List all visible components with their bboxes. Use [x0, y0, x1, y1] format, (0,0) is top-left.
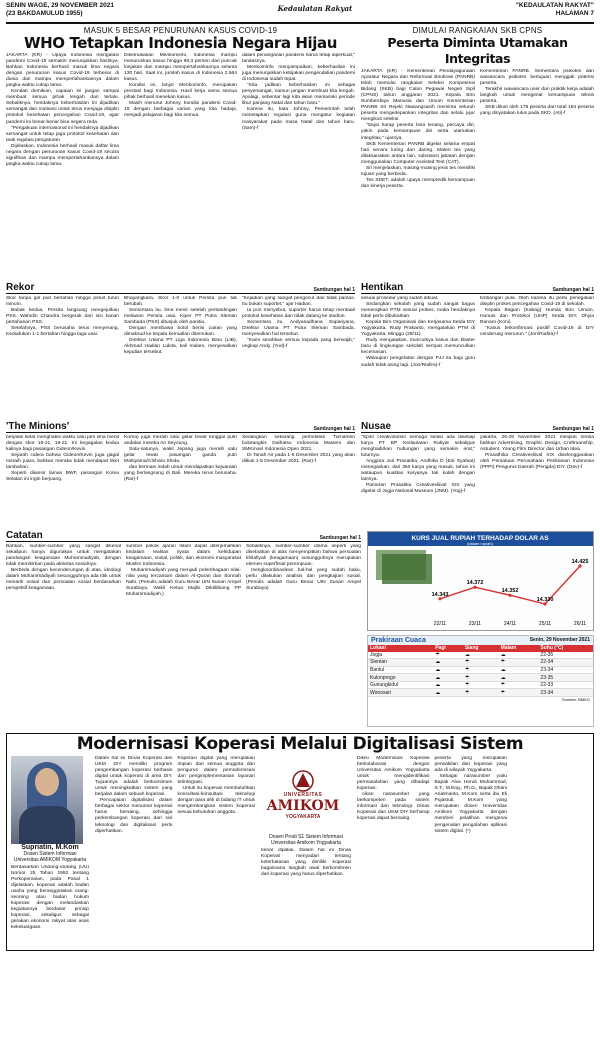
- paragraph: Kendati demikian, capaian ini jangan sampai membuat semua pihak lengah dan terlalu. Sebaliknya, hendaknya keberhasilan ini dijadikan semangat dan motivasi untuk terus menjaga disiplin protokol kesehatan pencegahan Covid-19, agar pandemi ini benar-benar bisa segera reda.: [6, 89, 119, 125]
- paragraph: Satu-satunya, wakil Jepang juga meraih satu gelar lewat pasangan ganda putri Mahiyama/Chiharu Shida.: [124, 446, 237, 464]
- paragraph: SKB dikuti oleh 178 peserta dari total 184 peserta yang dinyatakan lulus pada SKD. (Ati)-f: [480, 105, 594, 117]
- continuation-label: Sambungan hal 1: [313, 425, 355, 432]
- article-who-kicker: MASUK 5 BESAR PENURUNAN KASUS COVID-19: [83, 25, 278, 35]
- weather-forecast-header: [368, 636, 593, 645]
- paragraph: Pameran Prasatika Creativesliival XIX yang digelar di Jogja National Museum (JNM). (Yog)-f: [361, 483, 475, 495]
- rubric-title: Catatan: [6, 529, 43, 541]
- article-cpns: [361, 26, 594, 279]
- paragraph: "Saya harap peserta bisa tenang, percaya diri, yakin pada kemampuan diri serta utamakan integritas," ujarnya.: [361, 123, 475, 141]
- paragraph: Sementara itu, lima menit setelah pertandingan melawan Persita usai, Kiper PT Putra Sleman Sambada (PSS) ditunjuk oleh panitia.: [124, 307, 237, 325]
- paragraph: Babak kedua, Persita langsung mengejutkan PSS. Wahidin Chandra bergerak dari sisi kanan pertahanan PSS.: [6, 307, 119, 325]
- author-column: [11, 756, 89, 951]
- kurs-x-tick-label: 24/11: [503, 620, 517, 627]
- paragraph: cikan narasumber yang berkompeten pada sistem informasi dan teknologi. Dinas Koperasi dan UKM DIY berharap koperasi dapat bersaing.: [357, 792, 430, 822]
- paragraph: Dijelaskan, Indonesia berhasil masuk daftar lima negara dengan penurunan kasus Covid-19 secara signifikan dan mampu mempertahankannya dalam jangka waktu cukup lama.: [6, 143, 119, 168]
- weather-location: Sleman: [368, 659, 433, 667]
- weather-row: [368, 689, 593, 697]
- paragraph: Ia pun menyebut, suporter harus tetap mentaati protokol kesehatan dan tidak datang ke stadion.: [242, 307, 355, 319]
- rubric-title: 'The Minions': [6, 420, 70, 432]
- article-catatan-body: [6, 544, 361, 726]
- weather-location: Jogja: [368, 652, 433, 659]
- paragraph: "Spirit creativolution semoga selalu ada disetiap karya PT BP Kedaulatan Rakyat sekaligus menghadirkan hubungan yang semakin erat," tuturnya.: [361, 434, 475, 458]
- paragraph: SKB Kementerian PANRB digelar selama empat hari secara luring dan daring. Materi tes yang dilaksanakan antara lain, substansi jabatan dengan menggunakan Computer Assisted Test (CAT).: [361, 141, 475, 165]
- paragraph: Rudy mengatakan, munculnya kasus dan klaster baru di lingkungan sekolah sempat memunculkan kecemasan.: [361, 338, 475, 356]
- column: [361, 435, 475, 527]
- weather-condition-icon: ☁: [433, 681, 463, 689]
- amikom-logo-city: YOGYAKARTA: [285, 813, 321, 820]
- author-photo-shape: [19, 806, 75, 844]
- advertorial-columns-right: [357, 756, 507, 946]
- paragraph: Tes SDET, adalah upaya mempredik kemampuan dan kinerja peserta.: [361, 178, 475, 190]
- column: [480, 435, 594, 527]
- paragraph: yakarta, 26-28 November 2021 meliputi lomba bahkan Advertising, Graphic Design, Craftmanship, Astudent, Young Film Director dan Urban Idea.: [480, 434, 594, 452]
- amikom-logo-top: UNIVERSITAS: [283, 791, 323, 798]
- paragraph: Sebaliknya, sumber-sumber utama seperti yang disebutkan di atas menyempitkan bahwa persoalan khilafiyah (keagamaan) sesungguhnya merupakan elemen superfisial perempuan.: [246, 543, 361, 567]
- article-catatan-header: [6, 531, 361, 542]
- infobox-column: [367, 531, 594, 727]
- weather-temperature: 23-34: [538, 689, 593, 697]
- paragraph: Berbeda dengan kecenderungan di atas, ideologi dalam Muhammadiyah sesungguhnya ada titik untuk menarik sosial dan persoalan sosial berdasarkan perspektif keagamaan.: [6, 567, 121, 592]
- advertorial-body: [7, 754, 593, 953]
- weather-condition-icon: ☂: [499, 689, 539, 697]
- weather-temperature: 22-35: [538, 652, 593, 659]
- kurs-x-tick-label: 26/11: [573, 620, 587, 627]
- weather-condition-icon: ☁: [499, 652, 539, 659]
- banknote-picture: [382, 554, 432, 584]
- weather-condition-icon: ☂: [463, 674, 499, 682]
- weather-temperature: 22-33: [538, 681, 593, 689]
- article-nusae: [361, 422, 594, 527]
- paragraph: Kepala Biro Organisasi dan Kerjasama Setda DIY Yogyakarta, Rudy Prakanto, mengatakan PTM di Yogyakarta, Minggu (28/11).: [361, 319, 475, 338]
- advertorial-logo-column: [261, 756, 351, 951]
- article-hentikan-header: [361, 283, 594, 294]
- article-rekor: [6, 283, 355, 418]
- article-hentikan: [361, 283, 594, 418]
- author-name: Supriatin, M.Kom: [21, 843, 79, 851]
- paragraph: Anggota Juri Prasatika, Andhika D (Edi Syafaat) menegaskan, dari 350 karya yang masuk, tahun ini wataupun kualitas karyanya tak kalah dengan lainnya.: [361, 458, 475, 483]
- weather-condition-icon: ☂: [499, 659, 539, 667]
- continuation-label: Sambungan hal 1: [313, 286, 355, 293]
- amikom-logo: [261, 756, 345, 834]
- paragraph: "Pengakuan internasional ini hendaknya dijadikan semangat untuk tetap jaga protokol kesehatan dan taati regulasi pengaturan: [6, 125, 119, 143]
- weather-condition-icon: ☂: [463, 666, 499, 674]
- column: [246, 544, 361, 726]
- column: [361, 296, 475, 418]
- paragraph: Kementerian PANRB. Sementara psikotes dan wawancara psikotes bertujuan menggali potensi peserta.: [480, 68, 594, 86]
- weather-row: [368, 681, 593, 689]
- weather-condition-icon: ☂: [463, 659, 499, 667]
- paragraph: Kepala Bagian (Kabag) Humas Biro Umum, Humas dan Protokol (UHP) Setda DIY, Dhyia Ranaro (Koni).: [480, 307, 594, 325]
- paragraph: Berdasarkan Undang-undang (UU) Nomor 25 Tahun 1992 tentang Perkoperasian, pada Pasal 1 dijelaskan, koperasi adalah badan usaha yang beranggotakan orang-seorang atau badan hukum koperasi dengan melandaskan kegiatannya berdasar prinsip koperasi, sekaligus sebagai gerakan ekonomi rakyat atas asas kekeluargaan.: [11, 864, 89, 931]
- kurs-data-label: 14.425: [571, 558, 589, 565]
- paragraph: sumber pokok ajaran Islam dapat diterjemahkan kedalam realitas nyata dalam kehidupan keagamaan, sosial, politik, dan ekonomi masyarakat Muslim Indonesia.: [126, 543, 241, 567]
- article-minions-header: [6, 422, 355, 433]
- column: [6, 53, 119, 263]
- row-catatan: [6, 531, 594, 727]
- paragraph: Koperasi digital yang merupakan impian dari semua anggota dan pengurus dalam pemodernisasi dan pengimplementasian layanan terintegrasi.: [177, 755, 255, 785]
- column: [361, 69, 475, 279]
- weather-location: Bantul: [368, 666, 433, 674]
- kurs-series-line: [440, 566, 580, 604]
- paragraph: benar dipakai. Dalam hal ini Dinas Koperasi menyadari tentang keterbatasan yang dimiliki koperasi bagaimana langkah awal berkomitmen dari koperasi yang harus diperhatikan.: [261, 847, 351, 877]
- paragraph: Sejarah cidera bahwa Gideon/Kevin juga gagal meraih juara, bahkan meraka tidak mendapat tiket tambahan.: [6, 452, 119, 470]
- column: [95, 756, 173, 946]
- kurs-x-tick-label: 23/11: [468, 620, 482, 627]
- paragraph: "Kejadian yang sangat pengecut dan tidak pantas. Itu bukan suporter," ujar Hadian.: [242, 295, 355, 307]
- paragraph: Pencapaian digitalisasi dalam berbagai sektor menuntut koperasi harus bersaing, sehingga perkembangan koperasi dari sisi teknologi dan digitalisasi perlu diperhatikan.: [95, 798, 173, 834]
- column: [6, 544, 121, 726]
- article-who-title: WHO Tetapkan Indonesia Negara Hijau: [23, 33, 338, 52]
- masthead-hijri-line: (23 BAKDAMULUD 1955): [6, 10, 83, 17]
- article-cpns-header: [361, 26, 594, 67]
- weather-forecast: [367, 635, 594, 727]
- paragraph: Korea) juga meraih satu gelar lewat tunggal putri andalan mereka An Seyoung.: [124, 434, 237, 446]
- advertorial-column: [261, 848, 351, 940]
- article-nusae-header: [361, 422, 594, 433]
- paragraph: Sedangkan sekolah yang sudah sangat bagus menerapkan PTM sesuai prokes, maka hendaknya tidak perlu dibubarkan.: [361, 301, 475, 319]
- column: [480, 69, 594, 279]
- weather-table: [368, 645, 593, 698]
- advertorial-title: Modernisasi Koperasi Melalui Digitalisasi Sistem: [76, 733, 524, 754]
- column: [124, 53, 237, 263]
- amikom-logo-name: AMIKOM: [266, 797, 340, 814]
- weather-source: Sumber: BMKG: [561, 697, 590, 703]
- masthead-page-number: HALAMAN 7: [555, 10, 594, 17]
- paragraph: Prasathika Creativesliival XIX diselenggarakan oleh Persatuan Perusahaan Periklanan Indonesia (PPPI) Pengurus Daerah (Pengda) DIY. (Dev)-f: [480, 452, 594, 470]
- masthead: [6, 0, 594, 22]
- article-rekor-header: [6, 283, 355, 294]
- weather-location: Kulonprogo: [368, 674, 433, 682]
- weather-row: [368, 659, 593, 667]
- weather-table-header-row: [368, 645, 593, 652]
- weather-location: Wonosari: [368, 689, 433, 697]
- weather-col-night: Malam: [499, 645, 539, 652]
- paragraph: Kondisi ini, lanjut Menkominfo, merupakan prestasi bagi Indonesia. Hasil kerja sama semua pihak berhasil menekan kasus.: [124, 82, 237, 101]
- weather-condition-icon: ☂: [499, 681, 539, 689]
- column: [357, 756, 430, 946]
- paragraph: Sri menjelaskan, masing-masing jenis tes memiliki tujuan yang berbeda.: [361, 166, 475, 178]
- weather-condition-icon: ☁: [433, 689, 463, 697]
- weather-condition-icon: ☁: [499, 674, 539, 682]
- paragraph: Walaupun pengetatan dengan PJJ itu bagi guru sudah tidak asing lagi. (Jon/Riafira)-f: [361, 356, 475, 368]
- article-who-header: [6, 26, 355, 51]
- paragraph: Sedangkan sekarang perhelatan Turnamen bulutangkis Daihatsu Indonesia Masters dan SMKmoel Indonesia Open 2021.: [242, 434, 355, 452]
- paragraph: Dikisi Modernisasi Koperasi berkolaborasi dengan Universitas Amikom Yogyakarta untuk mengidentifikasi permasalahan yang dihadapi koperasi.: [357, 755, 430, 791]
- author-affiliation: Universitas AMIKOM Yogyakarta: [13, 856, 87, 863]
- article-minions-body: [6, 435, 355, 527]
- weather-col-temp: Suhu (°C): [538, 645, 593, 652]
- paragraph: Muhammadiyah yang menjadi pelembagaan nilai-nilai yang tercantum dalam Al-Quran dan Sunnah Nabi. (Penulis adalah Guru Besar UIN Sunan Ampel Surabaya, Wakil Ketua Majlis Diktilitbang PP Muhammadiyah.): [126, 567, 241, 598]
- kurs-chart: [367, 531, 594, 631]
- paragraph: JAKARTA (KR) - Upaya Indonesia mengatasi pandemi Covid-19 semakin menunjukkan hasilnya. Bahkan Indonesia berhasil masuk lima negara dengan penurunan kasus Covid-19 terbesar di dunia dan mampu memperlahankannya dalam jangka waktu cukup lama.: [6, 52, 119, 88]
- continuation-label: Sambungan hal 1: [319, 534, 361, 541]
- paragraph: "Kasus terkonfirmasi positif Covid-19 di DIY cenderung menurun." (Jon/Riafira)-f: [480, 325, 594, 338]
- article-rekor-body: [6, 296, 355, 418]
- paragraph: peserta yang merupakan perwakilan dari koperasi yang ada di wilayah Yogyakarta.: [434, 755, 507, 773]
- continuation-label: Sambungan hal 1: [552, 286, 594, 293]
- paragraph: Menkominfo menyampaikan, keberhasilan ini juga menunjukkan kebijakan pengendalian pandemi di Indonesia sudah tepat.: [242, 64, 355, 82]
- weather-condition-icon: ☁: [433, 666, 463, 674]
- paragraph: Direktur Utama PT Liga Indonesia Baru (LIB), Akhmad Hadian Lukita, kali malam, menyesalkan kejadian tersebut.: [124, 338, 237, 356]
- rubric-title: Rekor: [6, 281, 35, 293]
- paragraph: timbangan pula. Oleh karena itu perlu penegakan disiplin prokes pencegahan Covid-19 di sekolah.: [480, 295, 594, 307]
- paragraph: Untuk itu koperasi membutuhkan konsultasi-konsultasi teknologi dengan para ahli di bidang IT untuk mengembangkan sistem koperasi sesuai kebutuhan anggota.: [177, 785, 255, 816]
- paragraph: Sebagai narasumber yaitu Bapak Alva Hendi Muhammad, S.T., M.Eng., Ph.D., Bapak Dhani Ariatmanto, M.Kom serta ibu Eli Pujastuti, M.Kom yang merupakan dosen Universitas Amikom Yogyakarta dengan memberi pelatihan mengenai pengenalan pengolahan aplikasi sistem digital. (*): [434, 773, 507, 834]
- weather-condition-icon: ☁: [499, 666, 539, 674]
- paragraph: dalam penanganan pandemi harus tetap diperkuat," tandasnya.: [242, 52, 355, 64]
- paragraph: Terakhir wawancara user dan praktik kerja adalah langkah untuk mengenal kemampuan teknis peserta.: [480, 86, 594, 104]
- weather-temperature: 23-34: [538, 666, 593, 674]
- weather-condition-icon: ☁: [463, 652, 499, 659]
- paragraph: Bhayangkara. Skor 1-0 untuk Persita pun tak berubah.: [124, 295, 237, 307]
- kurs-data-label: 14.343: [431, 591, 449, 598]
- paragraph: JAKARTA (KR) - Kementerian Pendayagunaan Aparatur Negara dan Reformasi Birokrasi (PANRB) telah memulai rangkaian Seleksi Kompetensi Bidang (SKB) bagi Calon Pegawai Negeri Sipil (CPNS) tahun anggaran 2021. Kepala Biro Sumberdaya Manusia dan Umum Kementerian PANRB Sri Rejeki Nawangsasih meminta seluruh peserta mengedepankan integritas dan selalu jujur mengikuti seleksi.: [361, 68, 475, 123]
- paragraph: Seperti diiansir laman BWF, pasangan Korea Selatan ini ingin berjuang.: [6, 471, 119, 483]
- article-who-body: [6, 53, 355, 263]
- paragraph: Bahkan, sumber-sumber yang sangat dikenal sekalipun hanya digunakan untuk mengatakan pandangan keagamaan Muhammadiyah, dengan tidak memikirkan pada aktivitas sosialnya.: [6, 543, 121, 567]
- rubric-title: Hentikan: [361, 281, 404, 293]
- rubric-title: Nusae: [361, 420, 392, 432]
- paragraph: Di Tanah Air pada 1-5 Desember 2021 yang akan diikuti 1-5 Desember 2021. (Rar)-f: [242, 452, 355, 464]
- article-hentikan-body: [361, 296, 594, 418]
- weather-row: [368, 652, 593, 659]
- continuation-label: Sambungan hal 1: [552, 425, 594, 432]
- row-rekor-hentikan: [6, 283, 594, 418]
- column: [242, 296, 355, 418]
- paragraph: Sementara itu, Andyanadhana Sapariyana, Direktur Utama PT Putra Sleman Sambada, menyesalkan hal tersebut.: [242, 319, 355, 338]
- weather-col-location: Lokasi: [368, 645, 433, 652]
- weather-condition-icon: ☂: [463, 681, 499, 689]
- advertorial: [6, 733, 594, 951]
- article-cpns-body: [361, 69, 594, 279]
- column: [242, 435, 355, 527]
- advertorial-column: [11, 865, 89, 951]
- masthead-date: [6, 2, 114, 18]
- paragraph: mengkoordinasikan hal-hal yang sudah baku, perlu dilakukan analisis dan pengkajian sosial. (Penulis adalah Guru Besar UIN Sunan Ampel Surabaya): [246, 567, 361, 592]
- paragraph: "Kami serahkan semua kepada yang berwajib," ungkap Andy. (Yud)-f: [242, 338, 355, 350]
- weather-forecast-date: Senin, 29 November 2021: [529, 637, 590, 643]
- paragraph: sesuai prosedur yang sudah dibuat.: [361, 295, 439, 301]
- weather-condition-icon: ☂: [463, 689, 499, 697]
- kurs-chart-marks: [432, 559, 589, 627]
- paragraph: "Kita jadikan keberhasilan ini sebagai penyemangat, namun jangan membuat kita lengah. Apalagi, sebentar lagi kita akan memasuki periode libur panjang Natal dan tahun baru.": [242, 82, 355, 107]
- lead-row: [6, 26, 594, 279]
- article-cpns-title: Peserta Diminta Utamakan Integritas: [387, 34, 568, 66]
- amikom-logo-caption: Dosen Prodi S1 Sistem Informasi Universitas Amikom Yogyakarta: [269, 833, 343, 846]
- weather-temperature: 23-35: [538, 674, 593, 682]
- column: [178, 756, 256, 946]
- kurs-chart-subtitle: (dalam rupiah): [467, 540, 493, 546]
- weather-condition-icon: ☁: [433, 674, 463, 682]
- weather-col-noon: Siang: [463, 645, 499, 652]
- paragraph: Karena itu, kata Johnny, Pemerintah telah menetapkan regulasi guna mengatur kegiatan masyarakat pada masa Natal dan tahun baru. (Sam)-f: [242, 107, 355, 131]
- paragraph: Setelahnya, PSS berusaha terus menyerang. Kedudukan 1-1 bertahan hingga laga usai.: [6, 325, 119, 338]
- paragraph: Skor tanpa gol pun bertahan hingga peluit turun minum.: [6, 295, 119, 307]
- weather-location: Gunungkidul: [368, 681, 433, 689]
- kurs-chart-title: KURS JUAL RUPIAH TERHADAP DOLAR AS: [411, 534, 549, 542]
- row-minions-nusae: [6, 422, 594, 527]
- kurs-data-label: 14.330: [536, 596, 554, 603]
- column: [124, 435, 237, 527]
- masthead-logo: Kedaulatan Rakyat: [277, 4, 353, 13]
- article-nusae-body: [361, 435, 594, 527]
- weather-col-morning: Pagi: [433, 645, 463, 652]
- weather-temperature: 22-34: [538, 659, 593, 667]
- column: [124, 296, 237, 418]
- author-photo: [11, 756, 83, 844]
- paragraph: Dikemukakan Menkominfo, Indonesia mampu menurunkan kasus hingga 99,3 persen dari puncak lonjakan dan mampu mempertahankannya selama 130 hari. Saat ini, jumlah kasus di Indonesia 2.564 kasus.: [124, 52, 237, 82]
- author-photo-shape: [35, 768, 59, 796]
- masthead-page: [516, 2, 594, 18]
- weather-condition-icon: ☂: [433, 652, 463, 659]
- masthead-paper-name: "KEDAULATAN RAKYAT": [515, 2, 594, 9]
- article-who: [6, 26, 355, 279]
- paragraph: Masih menurut Johnny, kondisi pandemi Covid-19 dengan berbagai varian yang kita hadapi, menjadi pelajaran bagi kita semua.: [124, 101, 237, 119]
- weather-forecast-title: Prakiraan Cuaca: [371, 636, 426, 644]
- paragraph: berjalan ketat menghabis waktu satu jam lima menit dengan skor 19-21, 19-21. Ini kegagalan kedua kalinya bagi pasangan Gideon/Kevin.: [6, 434, 119, 452]
- weather-condition-icon: ☁: [433, 659, 463, 667]
- paragraph: Dengan membawa botol berisi cairan yang dimaksud ke kepala kemudian ditemukan.: [124, 325, 237, 338]
- column: [242, 53, 355, 263]
- kurs-x-tick-label: 25/11: [538, 620, 552, 627]
- article-minions: [6, 422, 355, 527]
- kurs-x-tick-label: 22/11: [433, 620, 447, 627]
- masthead-rule: [6, 22, 594, 24]
- paragraph: dan bermain indah untuk mendapatkan kejuaraan yang berlangsung di Bali. Mereka terus berusaha. (Rar)-f: [124, 464, 237, 483]
- masthead-date-line: SENIN WAGE, 29 NOVEMBER 2021: [6, 2, 115, 9]
- weather-table-body: [368, 652, 593, 697]
- column: [480, 296, 594, 418]
- article-catatan: [6, 531, 361, 727]
- column: [126, 544, 241, 726]
- author-role: Dosen Sistem Informasi: [23, 850, 77, 857]
- kurs-data-label: 14.372: [466, 579, 484, 586]
- amikom-emblem-icon: [292, 770, 314, 792]
- weather-row: [368, 674, 593, 682]
- column: [435, 756, 508, 946]
- column: [6, 296, 119, 418]
- paragraph: Dalam hal ini Dinas Koperasi dan UKM DIY memiliki program pengembangan koperasi berbasis digital untuk koperasi di area DIY. Tujuannya adalah berkomitmen untuk meningkatkan sistem yang berjalan dalam sebuah koperasi.: [95, 755, 173, 798]
- kurs-chart-svg: [368, 532, 593, 630]
- column: [6, 435, 119, 527]
- advertorial-columns-mid: [95, 756, 255, 946]
- kurs-data-label: 14.352: [501, 587, 519, 594]
- weather-row: [368, 666, 593, 674]
- article-cpns-kicker: DIMULAI RANGKAIAN SKB CPNS: [412, 25, 543, 35]
